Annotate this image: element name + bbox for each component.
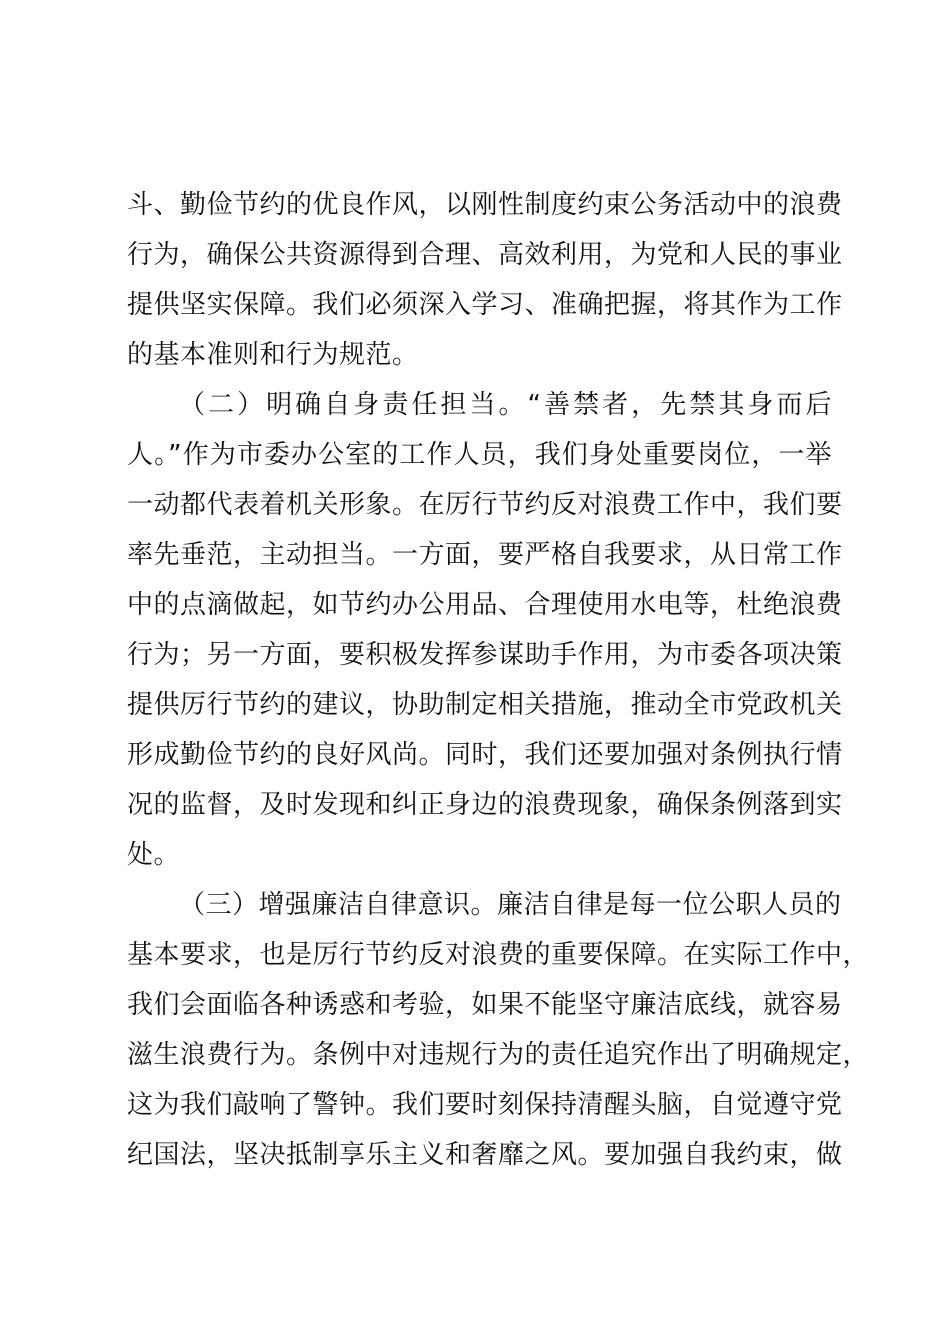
text-line: 行为；另一方面，要积极发挥参谋助手作用，为市委各项决策	[127, 640, 843, 670]
text-line: 行为，确保公共资源得到合理、高效利用，为党和人民的事业	[127, 240, 843, 270]
text-line: 这为我们敲响了警钟。我们要时刻保持清醒头脑，自觉遵守党	[127, 1090, 843, 1120]
text-line: 提供坚实保障。我们必须深入学习、准确把握，将其作为工作	[127, 290, 843, 320]
text-line: 的基本准则和行为规范。	[127, 340, 419, 370]
section-heading-line: （二）明确自身责任担当。“善禁者，先禁其身而后	[179, 390, 832, 420]
text-line: 一动都代表着机关形象。在厉行节约反对浪费工作中，我们要	[127, 490, 843, 520]
body-text	[127, 180, 870, 1180]
text-line: 基本要求，也是厉行节约反对浪费的重要保障。在实际工作中，	[127, 940, 870, 970]
text-line: 斗、勤俭节约的优良作风，以刚性制度约束公务活动中的浪费	[127, 190, 843, 220]
text-line: 提供厉行节约的建议，协助制定相关措施，推动全市党政机关	[127, 690, 843, 720]
text-line: 纪国法，坚决抵制享乐主义和奢靡之风。要加强自我约束，做	[127, 1140, 843, 1170]
text-line: 中的点滴做起，如节约办公用品、合理使用水电等，杜绝浪费	[127, 590, 843, 620]
text-line: 形成勤俭节约的良好风尚。同时，我们还要加强对条例执行情	[127, 740, 843, 770]
text-line: 处。	[127, 840, 181, 870]
text-line: 况的监督，及时发现和纠正身边的浪费现象，确保条例落到实	[127, 790, 843, 820]
text-line: 我们会面临各种诱惑和考验，如果不能坚守廉洁底线，就容易	[127, 990, 843, 1020]
section-heading-line: （三）增强廉洁自律意识。廉洁自律是每一位公职人员的	[179, 890, 842, 920]
text-line: 滋生浪费行为。条例中对违规行为的责任追究作出了明确规定，	[127, 1040, 870, 1070]
text-line: 率先垂范，主动担当。一方面，要严格自我要求，从日常工作	[127, 540, 843, 570]
text-line: 人。”作为市委办公室的工作人员，我们身处重要岗位，一举	[127, 440, 832, 470]
